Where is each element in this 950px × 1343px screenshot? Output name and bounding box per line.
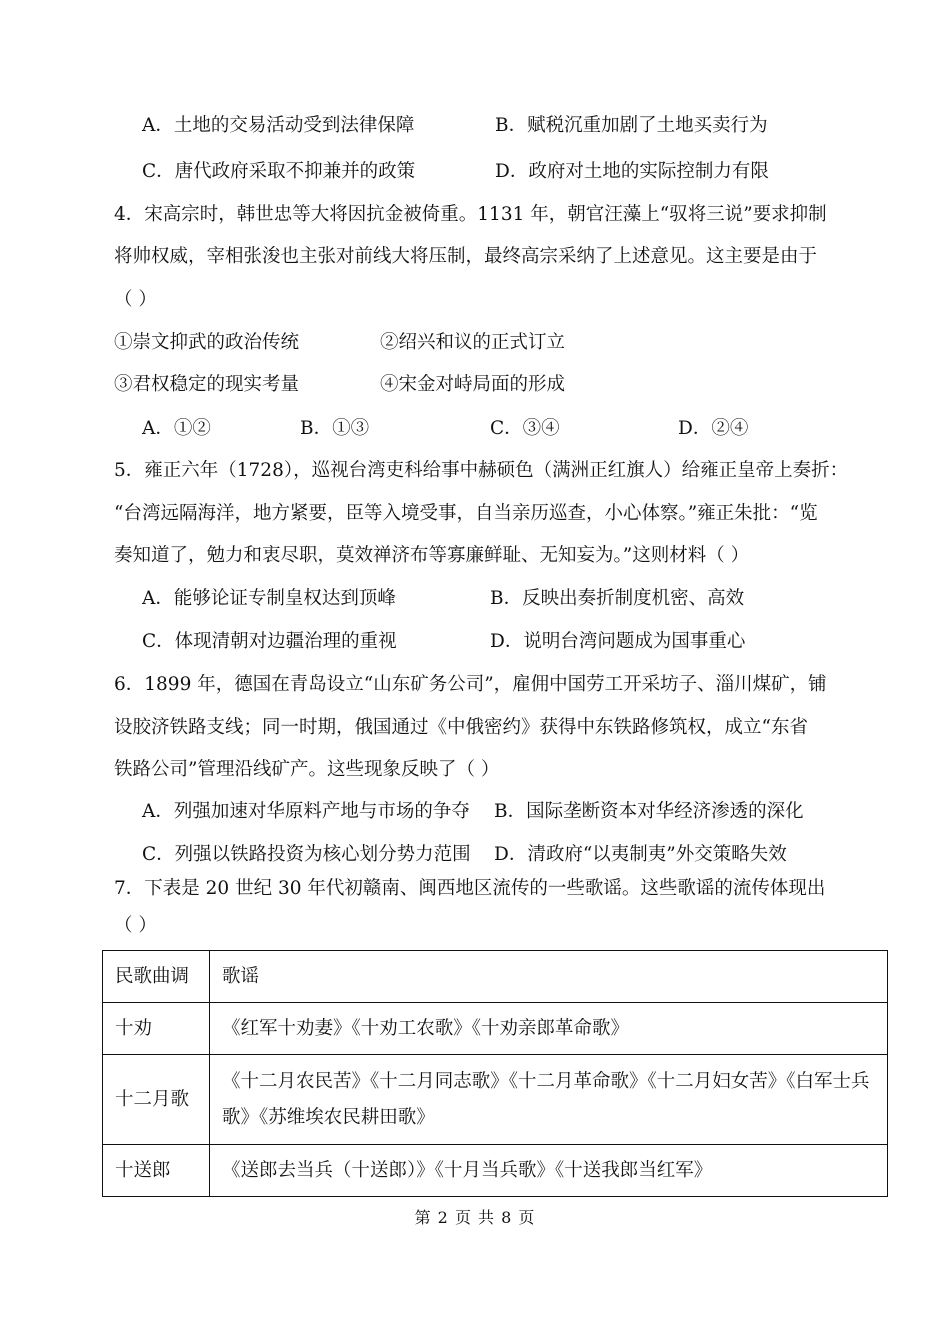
q4-option-c: C．③④	[490, 418, 560, 439]
table-header-cell: 民歌曲调	[103, 951, 210, 1003]
table-row	[103, 1055, 888, 1145]
q4-stem-line-1: 4．宋高宗时，韩世忠等大将因抗金被倚重。1131 年，朝官汪藻上“驭将三说”要求抑制	[114, 204, 827, 225]
table-cell-songs: 《红军十劝妻》《十劝工农歌》《十劝亲郎革命歌》	[210, 1003, 888, 1055]
q4-item-2: ②绍兴和议的正式订立	[380, 332, 566, 353]
table-row	[103, 1003, 888, 1055]
q7-stem-line-2: （ ）	[114, 915, 157, 936]
table-header-cell: 歌谣	[210, 951, 888, 1003]
q3-option-c: C．唐代政府采取不抑兼并的政策	[142, 161, 416, 182]
q3-option-b: B．赋税沉重加剧了土地买卖行为	[495, 115, 768, 136]
q5-option-b: B．反映出奏折制度机密、高效	[490, 588, 745, 609]
q3-option-d: D．政府对土地的实际控制力有限	[495, 161, 769, 182]
q4-item-1: ①崇文抑武的政治传统	[114, 332, 300, 353]
q7-stem-line-1: 7．下表是 20 世纪 30 年代初赣南、闽西地区流传的一些歌谣。这些歌谣的流传体现出	[114, 878, 826, 899]
q4-stem-line-3: （ ）	[114, 289, 157, 310]
q4-option-a: A．①②	[142, 418, 211, 439]
q6-option-d: D．清政府“以夷制夷”外交策略失效	[494, 844, 787, 865]
folk-song-table	[102, 950, 888, 1197]
q3-option-a: A．土地的交易活动受到法律保障	[142, 115, 415, 136]
table-cell-tune: 十送郎	[103, 1145, 210, 1197]
q6-option-c: C．列强以铁路投资为核心划分势力范围	[142, 844, 471, 865]
q4-stem-line-2: 将帅权威，宰相张浚也主张对前线大将压制，最终高宗采纳了上述意见。这主要是由于	[114, 246, 818, 267]
q6-stem-line-1: 6．1899 年，德国在青岛设立“山东矿务公司”，雇佣中国劳工开采坊子、淄川煤矿，铺	[114, 674, 827, 695]
table-cell-songs: 《送郎去当兵（十送郎）》《十月当兵歌》《十送我郎当红军》	[210, 1145, 888, 1197]
q4-option-b: B．①③	[300, 418, 370, 439]
table-cell-tune: 十劝	[103, 1003, 210, 1055]
q4-option-d: D．②④	[678, 418, 749, 439]
q6-option-a: A．列强加速对华原料产地与市场的争夺	[142, 801, 470, 822]
q5-stem-line-2: “台湾远隔海洋，地方紧要，臣等入境受事，自当亲历巡查，小心体察。”雍正朱批：“览	[114, 503, 818, 524]
q5-option-a: A．能够论证专制皇权达到顶峰	[142, 588, 396, 609]
table-cell-tune: 十二月歌	[103, 1055, 210, 1145]
q5-stem-line-1: 5．雍正六年（1728），巡视台湾吏科给事中赫硕色（满洲正红旗人）给雍正皇帝上奏折：	[114, 460, 849, 481]
q5-option-d: D．说明台湾问题成为国事重心	[490, 631, 746, 652]
table-cell-songs: 《十二月农民苦》《十二月同志歌》《十二月革命歌》《十二月妇女苦》《白军士兵歌》《苏维埃农民耕田歌》	[210, 1055, 888, 1145]
q4-item-3: ③君权稳定的现实考量	[114, 374, 300, 395]
q5-stem-line-3: 奏知道了，勉力和衷尽职，莫效禅济布等寡廉鲜耻、无知妄为。”这则材料（ ）	[114, 545, 750, 566]
q6-option-b: B．国际垄断资本对华经济渗透的深化	[494, 801, 804, 822]
q5-option-c: C．体现清朝对边疆治理的重视	[142, 631, 397, 652]
q6-stem-line-3: 铁路公司”管理沿线矿产。这些现象反映了（ ）	[114, 759, 500, 780]
q4-item-4: ④宋金对峙局面的形成	[380, 374, 566, 395]
q6-stem-line-2: 设胶济铁路支线；同一时期，俄国通过《中俄密约》获得中东铁路修筑权，成立“东省	[114, 717, 808, 738]
table-row	[103, 1145, 888, 1197]
page-footer: 第 2 页 共 8 页	[414, 1208, 536, 1227]
table-header-row	[103, 951, 888, 1003]
